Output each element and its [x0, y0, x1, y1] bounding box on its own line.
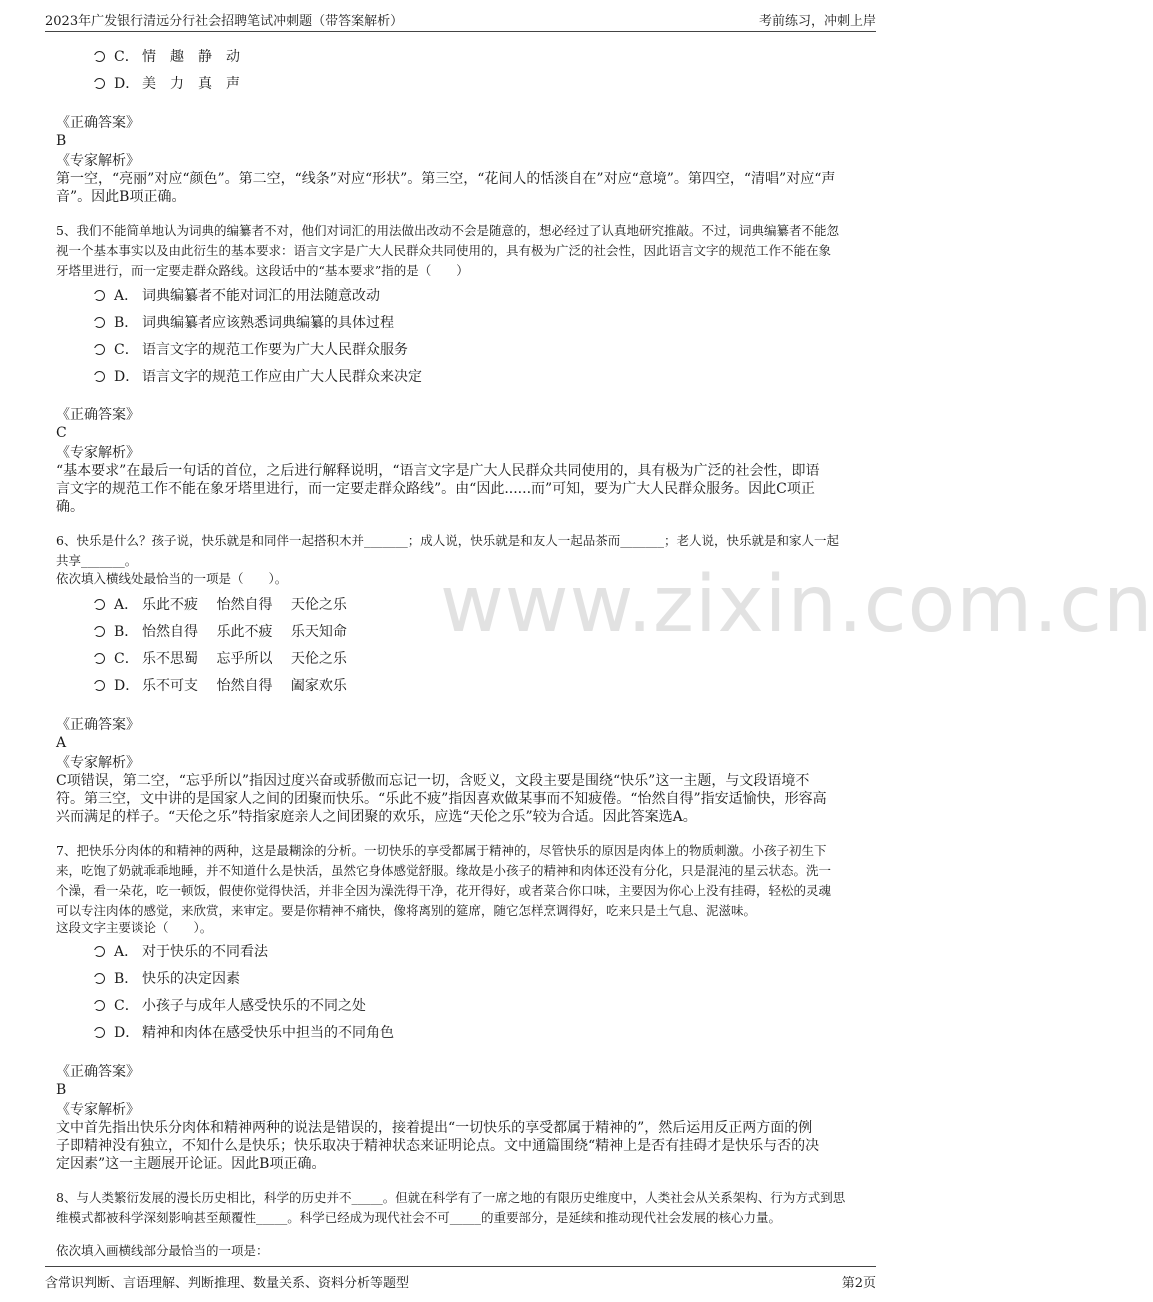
- answer-label: 《正确答案》: [56, 115, 140, 131]
- question-stem-line: 5、我们不能简单地认为词典的编纂者不对，他们对词汇的用法做出改动不会是随意的，想必经过了认真地研究推敲。不过，词典编纂者不能忽: [56, 223, 839, 238]
- analysis-label: 《专家解析》: [56, 153, 140, 169]
- radio-icon[interactable]: [94, 1000, 105, 1011]
- radio-icon[interactable]: [94, 344, 105, 355]
- analysis-line: “基本要求”在最后一句话的首位，之后进行解释说明，“语言文字是广大人民群众共同使用的，具有极为广泛的社会性，即语: [56, 463, 820, 479]
- question-stem-line: 个澡，看一朵花，吃一顿饭，假使你觉得快活，并非全因为澡洗得干净，花开得好，或者菜合你口味，主要因为你心上没有挂碍，轻松的灵魂: [56, 883, 832, 898]
- analysis-line: 文中首先指出快乐分肉体和精神两种的说法是错误的，接着提出“一切快乐的享受都属于精神的”，然后运用反正两方面的例: [56, 1120, 813, 1136]
- answer-label: 《正确答案》: [56, 407, 140, 423]
- radio-icon[interactable]: [94, 680, 105, 691]
- analysis-line: 第一空，“亮丽”对应“颜色”。第二空，“线条”对应“形状”。第三空，“花间人的恬淡自在”对应“意境”。第四空，“清唱”对应“声: [56, 171, 836, 187]
- analysis-line: 音”。因此B项正确。: [56, 189, 186, 205]
- answer-label: 《正确答案》: [56, 717, 140, 733]
- analysis-line: 兴而满足的样子。“天伦之乐”特指家庭亲人之间团聚的欢乐，应选“天伦之乐”较为合适。因此答案选A。: [56, 809, 697, 825]
- watermark: www.zixin.com.cn: [440, 560, 1153, 650]
- question-stem-line: 依次填入横线处最恰当的一项是（ ）。: [56, 571, 288, 586]
- analysis-line: 确。: [56, 499, 84, 515]
- question-stem-line: 7、把快乐分肉体的和精神的两种，这是最糊涂的分析。一切快乐的享受都属于精神的，尽管快乐的原因是肉体上的物质刺激。小孩子初生下: [56, 843, 827, 858]
- question-stem-line: 牙塔里进行，而一定要走群众路线。这段话中的“基本要求”指的是（ ）: [56, 263, 469, 278]
- document-title: 2023年广发银行清远分行社会招聘笔试冲刺题（带答案解析）: [45, 14, 404, 29]
- page-footer: [0, 1266, 920, 1302]
- footer-divider: [45, 1266, 876, 1267]
- analysis-line: 言文字的规范工作不能在象牙塔里进行，而一定要走群众路线”。由“因此......而”可知，要为广大人民群众服务。因此C项正: [56, 481, 815, 497]
- radio-icon[interactable]: [94, 371, 105, 382]
- radio-icon[interactable]: [94, 946, 105, 957]
- analysis-label: 《专家解析》: [56, 445, 140, 461]
- radio-icon[interactable]: [94, 599, 105, 610]
- radio-icon[interactable]: [94, 290, 105, 301]
- question-prompt: 依次填入画横线部分最恰当的一项是：: [56, 1243, 269, 1258]
- analysis-line: 定因素”这一主题展开论证。因此B项正确。: [56, 1156, 326, 1172]
- header-divider: [45, 31, 876, 32]
- answer-label: 《正确答案》: [56, 1064, 140, 1080]
- radio-icon[interactable]: [94, 653, 105, 664]
- question-stem-line: 视一个基本事实以及由此衍生的基本要求：语言文字是广大人民群众共同使用的，具有极为广泛的社会性，因此语言文字的规范工作不能在象: [56, 243, 832, 258]
- radio-icon[interactable]: [94, 1027, 105, 1038]
- analysis-label: 《专家解析》: [56, 1102, 140, 1118]
- question-stem-line: 这段文字主要谈论（ ）。: [56, 920, 213, 935]
- question-stem-line: 共享_______。: [56, 553, 138, 568]
- page-header: [0, 0, 920, 30]
- radio-icon[interactable]: [94, 317, 105, 328]
- footer-note: 含常识判断、言语理解、判断推理、数量关系、资料分析等题型: [45, 1276, 410, 1291]
- header-slogan: 考前练习，冲刺上岸: [758, 14, 876, 29]
- question-stem-line: 来，吃饱了奶就乖乖地睡，并不知道什么是快活，虽然它身体感觉舒服。缘故是小孩子的精神和肉体还没有分化，只是混沌的星云状态。洗一: [56, 863, 832, 878]
- analysis-line: C项错误，第二空，“忘乎所以”指因过度兴奋或骄傲而忘记一切，含贬义，文段主要是围绕“快乐”这一主题，与文段语境不: [56, 773, 810, 789]
- answer-value: C: [56, 425, 67, 441]
- page-number: 第2页: [841, 1276, 876, 1291]
- answer-value: A: [56, 735, 67, 751]
- radio-icon[interactable]: [94, 626, 105, 637]
- answer-value: B: [56, 133, 67, 149]
- analysis-line: 子即精神没有独立，不知什么是快乐；快乐取决于精神状态来证明论点。文中通篇围绕“精神上是否有挂碍才是快乐与否的决: [56, 1138, 820, 1154]
- radio-icon[interactable]: [94, 78, 105, 89]
- radio-icon[interactable]: [94, 973, 105, 984]
- answer-value: B: [56, 1082, 67, 1098]
- question-stem-line: 可以专注肉体的感觉，来欣赏，来审定。要是你精神不痛快，像将离别的筵席，随它怎样烹调得好，吃来只是土气息、泥滋味。: [56, 903, 757, 918]
- question-stem-line: 8、与人类繁衍发展的漫长历史相比，科学的历史并不_____。但就在科学有了一席之地的有限历史维度中，人类社会从关系架构、行为方式到思: [56, 1190, 846, 1205]
- question-stem-line: 维模式都被科学深刻影响甚至颠覆性_____。科学已经成为现代社会不可_____的重要部分，是延续和推动现代社会发展的核心力量。: [56, 1210, 782, 1225]
- question-stem-line: 6、快乐是什么？孩子说，快乐就是和同伴一起搭积木并_______；成人说，快乐就是和友人一起品茶而_______；老人说，快乐就是和家人一起: [56, 533, 839, 548]
- radio-icon[interactable]: [94, 51, 105, 62]
- analysis-line: 符。第三空，文中讲的是国家人之间的团聚而快乐。“乐此不疲”指因喜欢做某事而不知疲倦。“怡然自得”指安适愉快，形容高: [56, 791, 827, 807]
- analysis-label: 《专家解析》: [56, 755, 140, 771]
